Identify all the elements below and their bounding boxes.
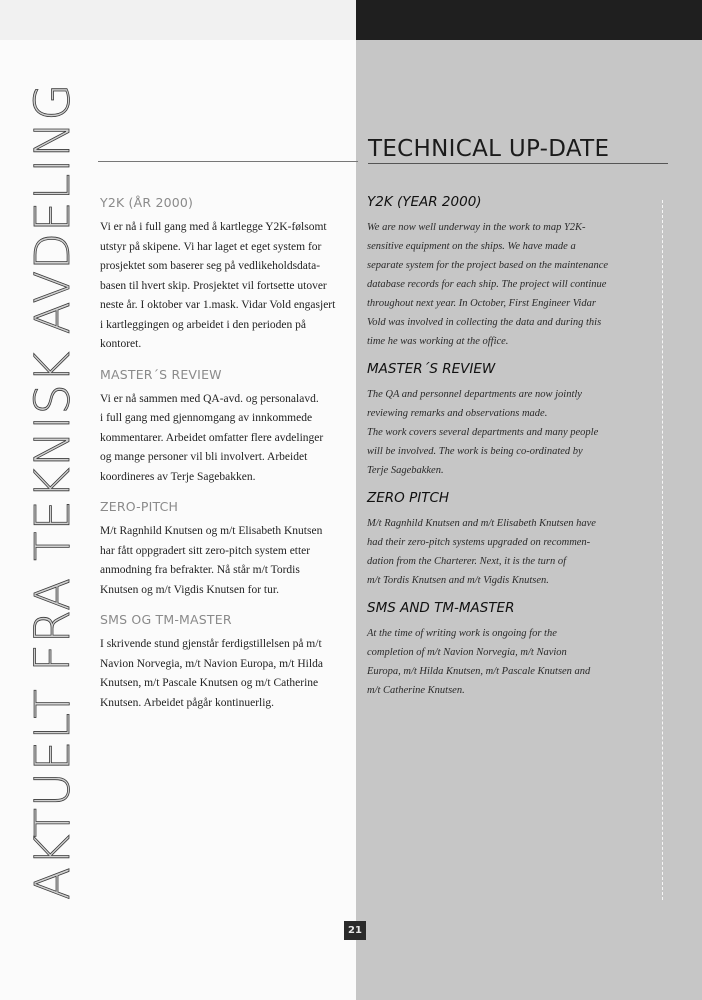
top-strip-dark	[356, 0, 702, 40]
technical-update-title: TECHNICAL UP-DATE	[368, 136, 668, 164]
section-heading-sms-en: SMS AND TM-MASTER	[367, 600, 515, 616]
vertical-section-title: AKTUELT FRA TEKNISK AVDELING	[25, 82, 81, 900]
page-number: 21	[344, 921, 366, 940]
header-rule	[98, 161, 358, 162]
section-heading-pitch-en: ZERO PITCH	[367, 490, 450, 506]
section-heading-review-en: MASTER´S REVIEW	[367, 361, 496, 377]
section-heading-y2k-en: Y2K (YEAR 2000)	[367, 194, 482, 210]
dashed-margin-line	[662, 200, 663, 900]
section-heading-y2k-no: Y2K (ÅR 2000)	[100, 195, 194, 210]
section-body-review-en: The QA and personnel departments are now jointly reviewing remarks and observations made. The work covers several departments and many people will be involved. The work is being co-ordinated by Terje Sagebakken.	[367, 389, 599, 476]
section-body-pitch-en: M/t Ragnhild Knutsen and m/t Elisabeth Knutsen have had their zero-pitch systems upgraded on recommen- dation from the Charterer. Next, it is the turn of m/t Tordis Knutsen and m/t Vigdis Knutsen.	[367, 518, 596, 586]
section-body-sms-no: I skrivende stund gjenstår ferdigstillelsen på m/t Navion Norvegia, m/t Navion Europa, m/t Hilda Knutsen, m/t Pascale Knutsen og m/t Catherine Knutsen. Arbeidet pågår kontinuerlig.	[100, 638, 323, 709]
section-heading-pitch-no: ZERO-PITCH	[100, 499, 179, 514]
section-body-y2k-en: We are now well underway in the work to map Y2K- sensitive equipment on the ships. We have made a separate system for the project based on the maintenance database records for each ship. The project will continue throughout next year. In October, First Engineer Vidar Vold was involved in collecting the data and during this time he was working at the office.	[367, 222, 609, 347]
section-body-review-no: Vi er nå sammen med QA-avd. og personalavd. i full gang med gjennomgang av innkommede kommentarer. Arbeidet omfatter flere avdelinger og mange personer vil bli involvert. Arbeidet koordineres av Terje Sagebakken.	[100, 392, 324, 483]
section-body-sms-en: At the time of writing work is ongoing for the completion of m/t Navion Norvegia, m/t Navion Europa, m/t Hilda Knutsen, m/t Pascale Knutsen and m/t Catherine Knutsen.	[367, 628, 591, 696]
english-column	[367, 194, 657, 710]
section-body-y2k-no: Vi er nå i full gang med å kartlegge Y2K-følsomt utstyr på skipene. Vi har laget et eget system for prosjektet som baserer seg på vedlikeholdsdata- basen til hvert skip. Prosjektet vil fortsette utover neste år. I oktober var 1.mask. Vidar Vold engasjert i kartleggingen og arbeidet i den perioden på kontoret.	[100, 221, 336, 350]
norwegian-column	[100, 195, 350, 725]
top-strip-light	[0, 0, 356, 40]
section-heading-sms-no: SMS OG TM-MASTER	[100, 612, 232, 627]
section-heading-review-no: MASTER´S REVIEW	[100, 366, 222, 382]
section-body-pitch-no: M/t Ragnhild Knutsen og m/t Elisabeth Knutsen har fått oppgradert sitt zero-pitch system etter anmodning fra befrakter. Nå står m/t Tordis Knutsen og m/t Vigdis Knutsen for tur.	[100, 525, 323, 596]
